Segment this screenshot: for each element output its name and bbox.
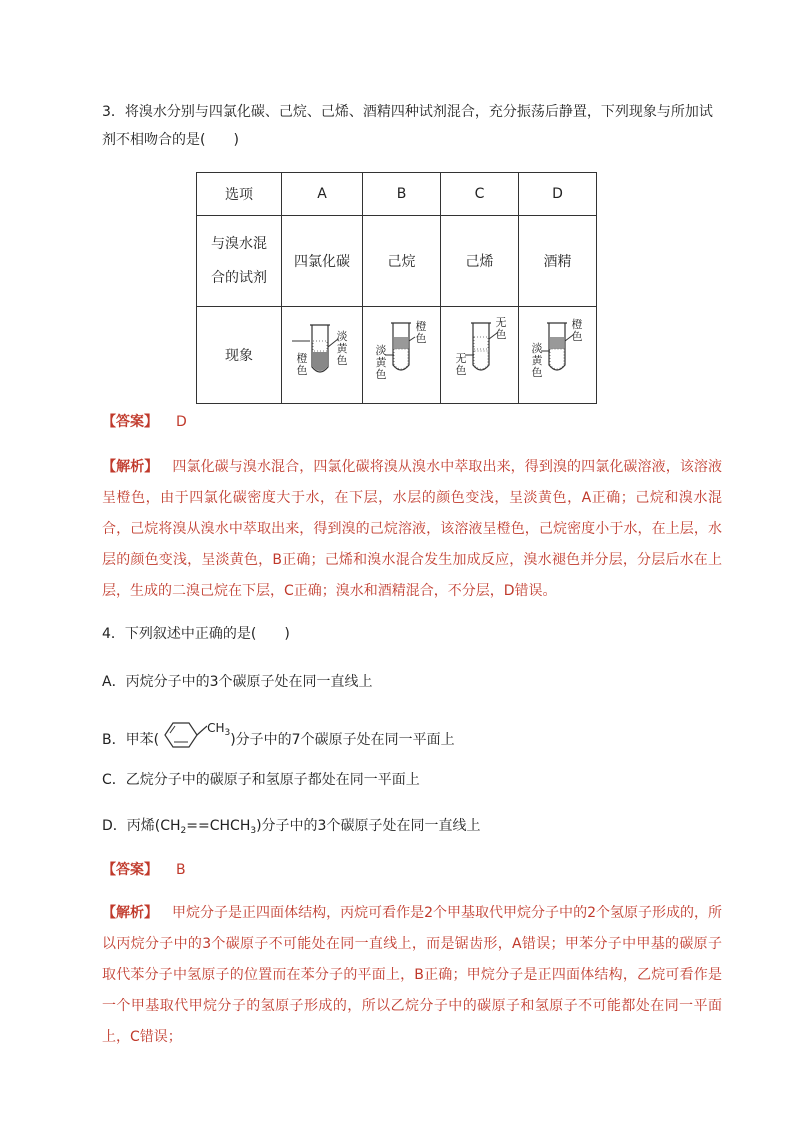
tube-cell-d xyxy=(519,307,597,404)
option-c: C．乙烷分子中的碳原子和氢原子都处在同一平面上 xyxy=(102,772,420,788)
answer-row-q4 xyxy=(102,856,186,884)
tube-label-right: 无色 xyxy=(495,316,507,341)
explain-text: 四氯化碳与溴水混合，四氯化碳将溴从溴水中萃取出来，得到溴的四氯化碳溶液，该溶液呈橙色，由于四氯化碳密度大于水，在下层，水层的颜色变浅，呈淡黄色，A正确；己烷和溴水混合，己烷将溴从溴水中萃取出来，得到溴的己烷溶液，该溶液呈橙色，己烷密度小于水，在上层，水层的颜色变浅，呈淡黄色，B正确；己烯和溴水混合发生加成反应，溴水褪色并分层，分层后水在上层，生成的二溴己烷在下层，C正确；溴水和酒精混合，不分层，D错误。 xyxy=(102,459,723,599)
row-label-phenomenon: 现象 xyxy=(197,307,282,404)
reagent-cell: 四氯化碳 xyxy=(282,216,363,307)
answer-value: B xyxy=(176,862,186,878)
option-a: A．丙烷分子中的3个碳原子处在同一直线上 xyxy=(102,674,373,690)
reagent-cell: 己烯 xyxy=(441,216,519,307)
question-3-stem: 3．将溴水分别与四氯化碳、己烷、己烯、酒精四种试剂混合，充分振荡后静置，下列现象与所加试剂不相吻合的是( ) xyxy=(102,104,713,148)
table-header-cell: 选项 xyxy=(197,173,282,216)
reagent-cell: 己烷 xyxy=(363,216,441,307)
tube-cell-a xyxy=(282,307,363,404)
question-4-stem: 4．下列叙述中正确的是( ) xyxy=(102,626,290,642)
tube-label-left: 无色 xyxy=(455,352,467,377)
tube-cell-c xyxy=(441,307,519,404)
table-header-cell: A xyxy=(282,173,363,216)
table-header-cell: D xyxy=(519,173,597,216)
tube-label-left: 橙色 xyxy=(296,352,308,377)
explain-text: 甲烷分子是正四面体结构，丙烷可看作是2个甲基取代甲烷分子中的2个氢原子形成的，所以丙烷分子中的3个碳原子不可能处在同一直线上，而是锯齿形，A错误；甲苯分子中甲基的碳原子取代苯分子中氢原子的位置而在苯分子的平面上，B正确；甲烷分子是正四面体结构，乙烷可看作是一个甲基取代甲烷分子的氢原子形成的，所以乙烷分子中的碳原子和氢原子不可能都处在同一平面上，C错误； xyxy=(102,905,723,1045)
option-b: B．甲苯$(CH^3)$分子中的7个碳原子处在同一平面上 xyxy=(102,720,455,760)
tube-label-right: 橙色 xyxy=(571,318,583,343)
tube-label-right: 橙色 xyxy=(415,320,427,345)
test-tube-icon xyxy=(282,307,362,403)
tube-cell-b xyxy=(363,307,441,404)
tube-label-left: 淡黄色 xyxy=(531,342,543,379)
answer-tag: 【答案】 xyxy=(102,414,158,430)
table-header-cell: C xyxy=(441,173,519,216)
explain-tag: 【解析】 xyxy=(102,905,159,921)
tube-label-right: 淡黄色 xyxy=(336,330,348,367)
explanation-q4 xyxy=(102,898,722,1053)
answer-row-q3 xyxy=(102,408,187,436)
tube-label-left: 淡黄色 xyxy=(375,344,387,381)
reagent-cell: 酒精 xyxy=(519,216,597,307)
table-header-cell: B xyxy=(363,173,441,216)
explain-tag: 【解析】 xyxy=(102,459,159,475)
answer-value: D xyxy=(176,414,187,430)
reagent-table xyxy=(196,172,597,404)
row-label-reagent: 与溴水混 合的试剂 xyxy=(197,216,282,307)
answer-tag: 【答案】 xyxy=(102,862,158,878)
explanation-q3 xyxy=(102,452,722,607)
option-d: D．丙烯$(CH_2==CHCH_3)$分子中的3个碳原子处在同一直线上 xyxy=(102,818,481,836)
